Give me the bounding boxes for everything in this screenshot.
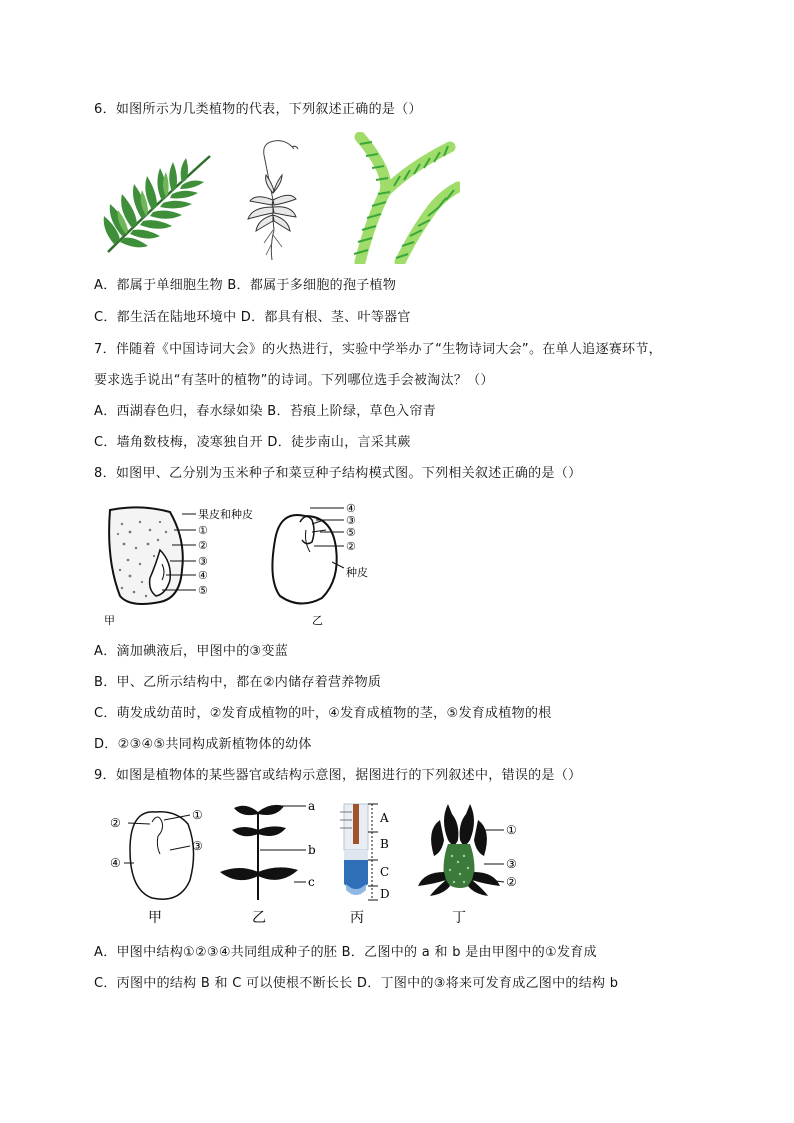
bean-seedcoat-label: 种皮 (346, 566, 368, 579)
bean-num-3: ③ (346, 514, 356, 527)
bing-label: 丙 (350, 910, 364, 925)
ding-bud-diagram (418, 804, 517, 925)
corn-num-1: ① (198, 524, 208, 537)
q8-option-b: B．甲、乙所示结构中，都在②内储存着营养物质 (94, 675, 382, 690)
yi-label: 乙 (252, 910, 266, 925)
bing-root-tip-diagram (340, 804, 390, 925)
jia-label: 甲 (148, 910, 162, 925)
ding-num-1: ① (506, 823, 517, 837)
bean-num-4: ④ (346, 502, 356, 515)
yi-letter-b: b (308, 843, 316, 857)
jia-num-1: ① (192, 808, 203, 822)
bing-letter-a: A (380, 811, 389, 825)
q8-option-d: D．②③④⑤共同构成新植物体的幼体 (94, 737, 312, 752)
corn-num-2: ② (198, 539, 208, 552)
q8-stem: 8．如图甲、乙分别为玉米种子和菜豆种子结构模式图。下列相关叙述正确的是（） (94, 466, 582, 481)
jia-num-2: ② (110, 816, 121, 830)
corn-num-5: ⑤ (198, 584, 208, 597)
bing-letter-d: D (380, 887, 390, 901)
q6-option-ab: A．都属于单细胞生物 B．都属于多细胞的孢子植物 (94, 278, 397, 293)
bing-letter-b: B (380, 837, 389, 851)
ding-num-3: ③ (506, 857, 517, 871)
seed-structure-figure (100, 500, 380, 630)
corn-num-4: ④ (198, 569, 208, 582)
ding-num-2: ② (506, 875, 517, 889)
q9-stem: 9．如图是植物体的某些器官或结构示意图，据图进行的下列叙述中，错误的是（） (94, 768, 582, 783)
fern-image (100, 150, 215, 256)
corn-pericarp-label: 果皮和种皮 (198, 508, 253, 521)
q7-option-ab: A．西湖春色归，春水绿如染 B．苔痕上阶绿，草色入帘青 (94, 404, 437, 419)
plant-organs-figure (100, 800, 540, 925)
jia-num-4: ④ (110, 856, 121, 870)
moss-image (242, 135, 302, 265)
q8-option-c: C．萌发成幼苗时，②发育成植物的叶，④发育成植物的茎，⑤发育成植物的根 (94, 706, 552, 721)
corn-num-3: ③ (198, 555, 208, 568)
q7-stem-line2: 要求选手说出“有茎叶的植物”的诗词。下列哪位选手会被淘汰？（） (94, 373, 494, 388)
q9-option-ab: A．甲图中结构①②③④共同组成种子的胚 B．乙图中的 a 和 b 是由甲图中的①发育成 (94, 945, 597, 960)
q6-stem: 6．如图所示为几类植物的代表，下列叙述正确的是（） (94, 102, 422, 117)
bean-num-5: ⑤ (346, 526, 356, 539)
corn-seed-diagram (104, 507, 253, 627)
q7-option-cd: C．墙角数枝梅，凌寒独自开 D．徒步南山，言采其蕨 (94, 435, 411, 450)
yi-letter-a: a (308, 800, 316, 813)
q6-option-cd: C．都生活在陆地环境中 D．都具有根、茎、叶等器官 (94, 310, 411, 325)
algae-image (340, 132, 460, 264)
yi-letter-c: c (308, 875, 315, 889)
bing-letter-c: C (380, 865, 390, 879)
bean-label-yi: 乙 (312, 614, 323, 627)
corn-label-jia: 甲 (104, 614, 115, 627)
q8-option-a: A．滴加碘液后，甲图中的③变蓝 (94, 644, 289, 659)
ding-label: 丁 (452, 910, 466, 925)
yi-seedling-diagram (220, 800, 316, 925)
bean-num-2: ② (346, 540, 356, 553)
jia-seed-diagram (110, 808, 203, 925)
q9-option-cd: C．丙图中的结构 B 和 C 可以使根不断长长 D．丁图中的③将来可发育成乙图中的结构 b (94, 976, 619, 991)
jia-num-3: ③ (192, 839, 203, 853)
q7-stem-line1: 7．伴随着《中国诗词大会》的火热进行，实验中学举办了“生物诗词大会”。在单人追逐赛环节， (94, 342, 662, 357)
bean-seed-diagram (272, 502, 368, 627)
